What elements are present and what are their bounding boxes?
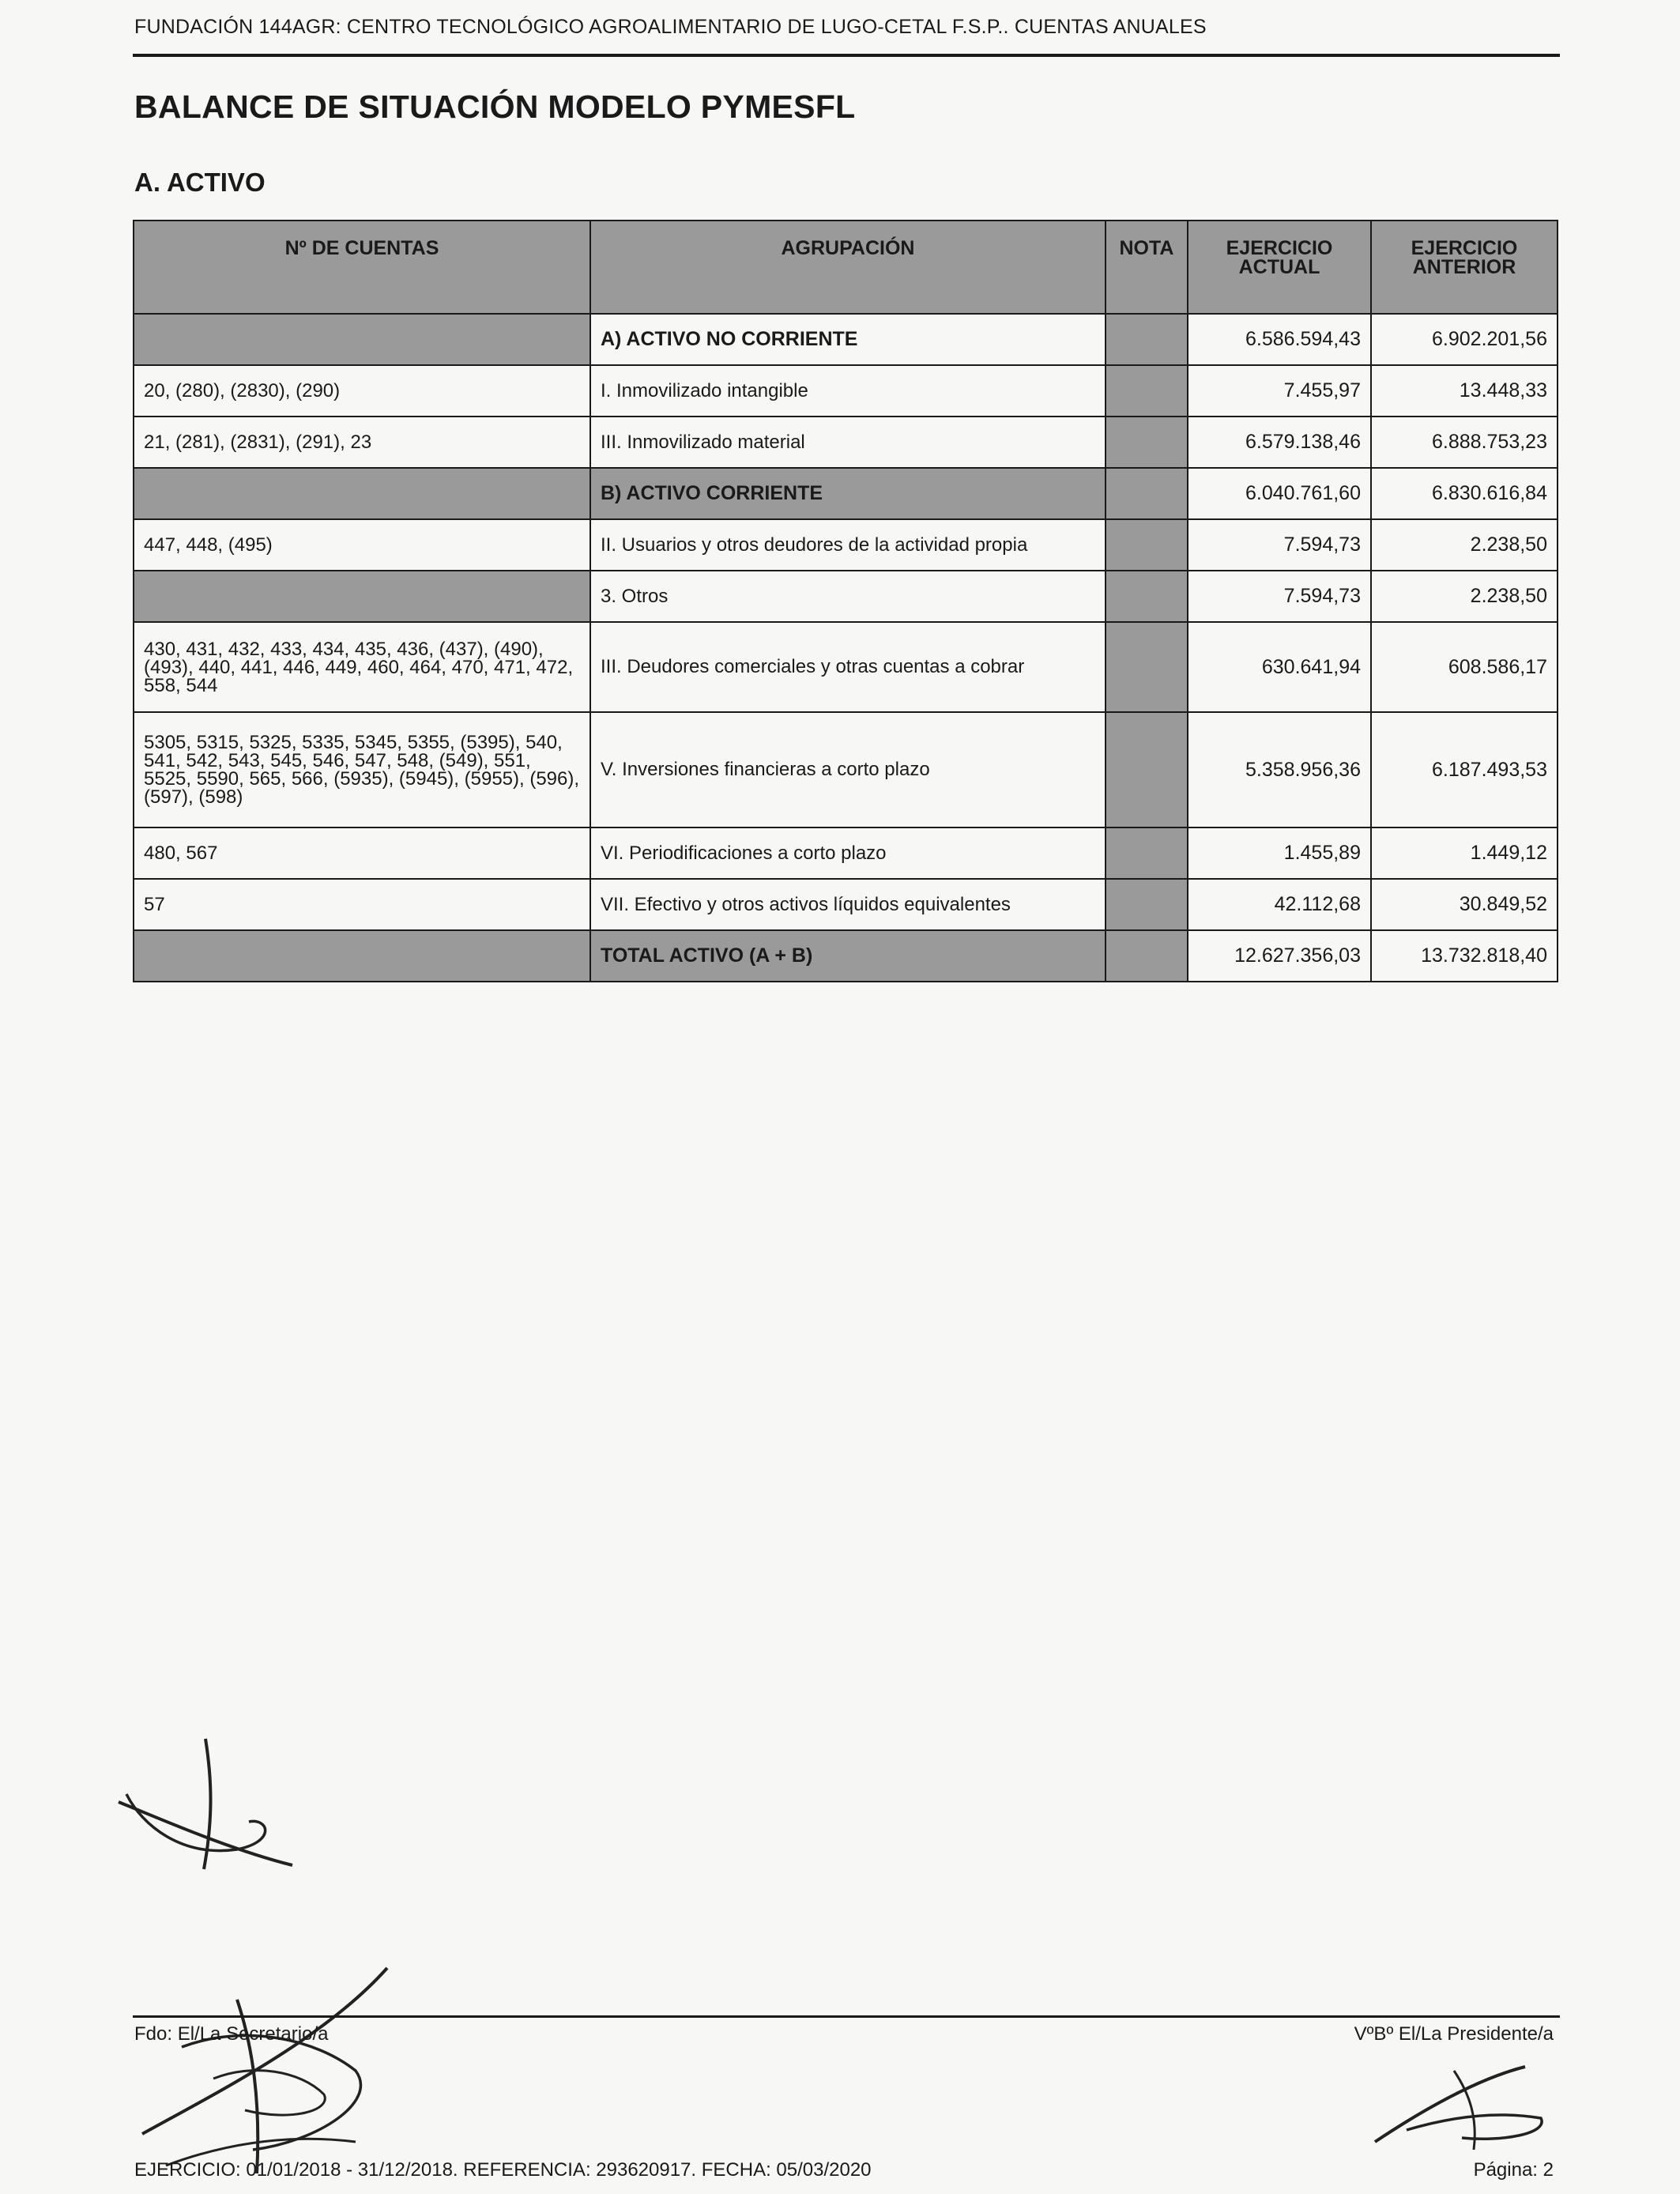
table-row-total bbox=[134, 930, 1558, 982]
note-cell bbox=[1106, 712, 1188, 827]
table-row bbox=[134, 827, 1558, 879]
current-value-cell: 630.641,94 bbox=[1188, 622, 1371, 712]
note-cell bbox=[1106, 879, 1188, 930]
column-header-note: NOTA bbox=[1106, 221, 1188, 314]
column-header-current-line1: EJERCICIO bbox=[1226, 237, 1333, 259]
table-row bbox=[134, 314, 1558, 365]
footer-reference: EJERCICIO: 01/01/2018 - 31/12/2018. REFERENCIA: 293620917. FECHA: 05/03/2020 bbox=[134, 2159, 872, 2181]
grouping-cell: TOTAL ACTIVO (A + B) bbox=[590, 930, 1106, 982]
secretary-signature-label: Fdo: El/La Secretario/a bbox=[134, 2023, 329, 2045]
note-cell bbox=[1106, 827, 1188, 879]
current-value-cell: 6.586.594,43 bbox=[1188, 314, 1371, 365]
note-cell bbox=[1106, 417, 1188, 468]
previous-value-cell: 6.888.753,23 bbox=[1371, 417, 1558, 468]
previous-value-cell: 13.732.818,40 bbox=[1371, 930, 1558, 982]
note-cell bbox=[1106, 622, 1188, 712]
section-title: A. ACTIVO bbox=[134, 168, 266, 197]
column-header-previous bbox=[1371, 221, 1558, 314]
current-value-cell: 1.455,89 bbox=[1188, 827, 1371, 879]
previous-value-cell: 6.902.201,56 bbox=[1371, 314, 1558, 365]
accounts-cell bbox=[134, 468, 590, 519]
column-header-grouping: AGRUPACIÓN bbox=[590, 221, 1106, 314]
table-row bbox=[134, 417, 1558, 468]
column-header-previous-line2: ANTERIOR bbox=[1412, 256, 1516, 278]
column-header-current bbox=[1188, 221, 1371, 314]
current-value-cell: 6.579.138,46 bbox=[1188, 417, 1371, 468]
grouping-cell: II. Usuarios y otros deudores de la actividad propia bbox=[590, 519, 1106, 571]
current-value-cell: 7.594,73 bbox=[1188, 571, 1371, 622]
table-row bbox=[134, 519, 1558, 571]
signature-initial-icon bbox=[111, 1731, 316, 1873]
president-signature-label: VºBº El/La Presidente/a bbox=[1354, 2023, 1554, 2045]
previous-value-cell: 1.449,12 bbox=[1371, 827, 1558, 879]
previous-value-cell: 30.849,52 bbox=[1371, 879, 1558, 930]
note-cell bbox=[1106, 930, 1188, 982]
current-value-cell: 7.594,73 bbox=[1188, 519, 1371, 571]
grouping-cell: A) ACTIVO NO CORRIENTE bbox=[590, 314, 1106, 365]
page-number: Página: 2 bbox=[1473, 2159, 1554, 2181]
accounts-cell bbox=[134, 930, 590, 982]
table-row bbox=[134, 468, 1558, 519]
column-header-previous-line1: EJERCICIO bbox=[1411, 237, 1518, 259]
table-row bbox=[134, 879, 1558, 930]
grouping-cell: VI. Periodificaciones a corto plazo bbox=[590, 827, 1106, 879]
grouping-cell: V. Inversiones financieras a corto plazo bbox=[590, 712, 1106, 827]
previous-value-cell: 2.238,50 bbox=[1371, 571, 1558, 622]
column-header-accounts: Nº DE CUENTAS bbox=[134, 221, 590, 314]
document-header: FUNDACIÓN 144AGR: CENTRO TECNOLÓGICO AGROALIMENTARIO DE LUGO-CETAL F.S.P.. CUENTAS ANUALES bbox=[134, 16, 1207, 38]
accounts-cell: 480, 567 bbox=[134, 827, 590, 879]
note-cell bbox=[1106, 314, 1188, 365]
president-signature-icon bbox=[1359, 2055, 1565, 2158]
accounts-cell: 21, (281), (2831), (291), 23 bbox=[134, 417, 590, 468]
grouping-cell: III. Inmovilizado material bbox=[590, 417, 1106, 468]
accounts-cell bbox=[134, 571, 590, 622]
accounts-cell: 20, (280), (2830), (290) bbox=[134, 365, 590, 417]
balance-table bbox=[133, 220, 1558, 982]
previous-value-cell: 2.238,50 bbox=[1371, 519, 1558, 571]
note-cell bbox=[1106, 519, 1188, 571]
previous-value-cell: 13.448,33 bbox=[1371, 365, 1558, 417]
previous-value-cell: 6.830.616,84 bbox=[1371, 468, 1558, 519]
column-header-current-line2: ACTUAL bbox=[1238, 256, 1320, 278]
accounts-cell: 57 bbox=[134, 879, 590, 930]
previous-value-cell: 608.586,17 bbox=[1371, 622, 1558, 712]
accounts-cell bbox=[134, 314, 590, 365]
document-title: BALANCE DE SITUACIÓN MODELO PYMESFL bbox=[134, 89, 856, 125]
table-row bbox=[134, 365, 1558, 417]
note-cell bbox=[1106, 468, 1188, 519]
accounts-cell: 430, 431, 432, 433, 434, 435, 436, (437), (490), (493), 440, 441, 446, 449, 460, 464, 470, 471, 472, 558, 544 bbox=[134, 622, 590, 712]
secretary-signature-icon bbox=[119, 1952, 435, 2181]
grouping-cell: B) ACTIVO CORRIENTE bbox=[590, 468, 1106, 519]
note-cell bbox=[1106, 571, 1188, 622]
current-value-cell: 5.358.956,36 bbox=[1188, 712, 1371, 827]
footer-rule bbox=[133, 2015, 1560, 2018]
current-value-cell: 7.455,97 bbox=[1188, 365, 1371, 417]
accounts-cell: 5305, 5315, 5325, 5335, 5345, 5355, (5395), 540, 541, 542, 543, 545, 546, 547, 548, (549), 551, 5525, 5590, 565, 566, (5935), (5945), (5955), (596), (597), (598) bbox=[134, 712, 590, 827]
table-row bbox=[134, 622, 1558, 712]
current-value-cell: 6.040.761,60 bbox=[1188, 468, 1371, 519]
current-value-cell: 42.112,68 bbox=[1188, 879, 1371, 930]
note-cell bbox=[1106, 365, 1188, 417]
grouping-cell: 3. Otros bbox=[590, 571, 1106, 622]
current-value-cell: 12.627.356,03 bbox=[1188, 930, 1371, 982]
table-row bbox=[134, 712, 1558, 827]
accounts-cell: 447, 448, (495) bbox=[134, 519, 590, 571]
table-row bbox=[134, 571, 1558, 622]
table-header-row bbox=[134, 221, 1558, 314]
header-rule bbox=[133, 54, 1560, 57]
grouping-cell: I. Inmovilizado intangible bbox=[590, 365, 1106, 417]
previous-value-cell: 6.187.493,53 bbox=[1371, 712, 1558, 827]
grouping-cell: VII. Efectivo y otros activos líquidos equivalentes bbox=[590, 879, 1106, 930]
grouping-cell: III. Deudores comerciales y otras cuentas a cobrar bbox=[590, 622, 1106, 712]
